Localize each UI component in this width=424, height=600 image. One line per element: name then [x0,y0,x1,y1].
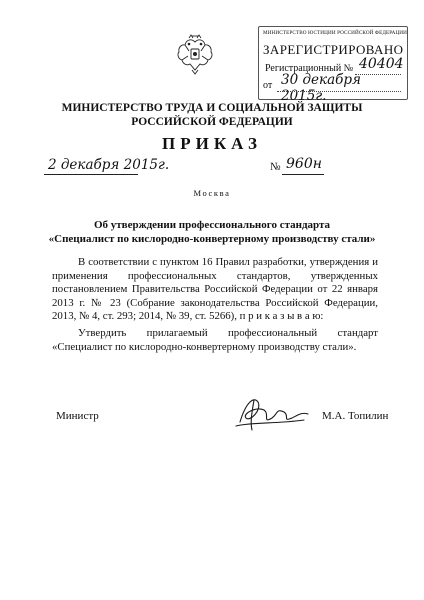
stamp-status: ЗАРЕГИСТРИРОВАНО [263,42,404,57]
subject-line-1: Об утверждении профессионального стандарта [93,219,331,231]
coat-of-arms-icon [176,34,214,76]
stamp-date-underline [277,91,401,92]
stamp-reg-label: Регистрационный № [265,63,354,74]
stamp-organization: МИНИСТЕРСТВО ЮСТИЦИИ РОССИЙСКОЙ ФЕДЕРАЦИИ [263,30,408,36]
minister-title: Министр [56,410,99,422]
order-date-underline [44,174,138,175]
order-number-underline [282,174,324,175]
handwritten-signature [232,392,322,436]
stamp-date: 30 декабря 2015г. [281,72,361,104]
body-paragraph-2: Утвердить прилагаемый профессиональный стандарт «Специалист по кислородно-конвертерному производству стали». [52,327,378,353]
ministry-line-1: МИНИСТЕРСТВО ТРУДА И СОЦИАЛЬНОЙ ЗАЩИТЫ [61,102,363,114]
ministry-line-2: РОССИЙСКОЙ ФЕДЕРАЦИИ [131,116,293,128]
body-paragraph-1: В соответствии с пунктом 16 Правил разработки, утверждения и применения профессиональных стандартов, утвержденных постановлением Правительства Российской Федерации от 22 января 2013 г. № 23 (Собрание законодательства Российской Федерации, 2013, № 4, ст. 293; 2014, № 39, ст. 5266), п р и к а з ы в а ю: [52,256,378,323]
stamp-date-prefix: от [263,80,273,91]
order-subject [0,218,424,246]
order-date: 2 декабря 2015г. [48,157,170,173]
document-title: ПРИКАЗ [162,134,262,153]
order-number-sign: № [270,161,281,173]
stamp-reg-number: 40404 [359,56,404,72]
order-number: 960н [286,156,322,172]
registration-stamp [258,26,408,104]
city: Москва [193,188,231,198]
minister-name: М.А. Топилин [322,410,389,422]
subject-line-2: «Специалист по кислородно-конвертерному производству стали» [48,233,376,245]
ministry-header [0,101,424,129]
